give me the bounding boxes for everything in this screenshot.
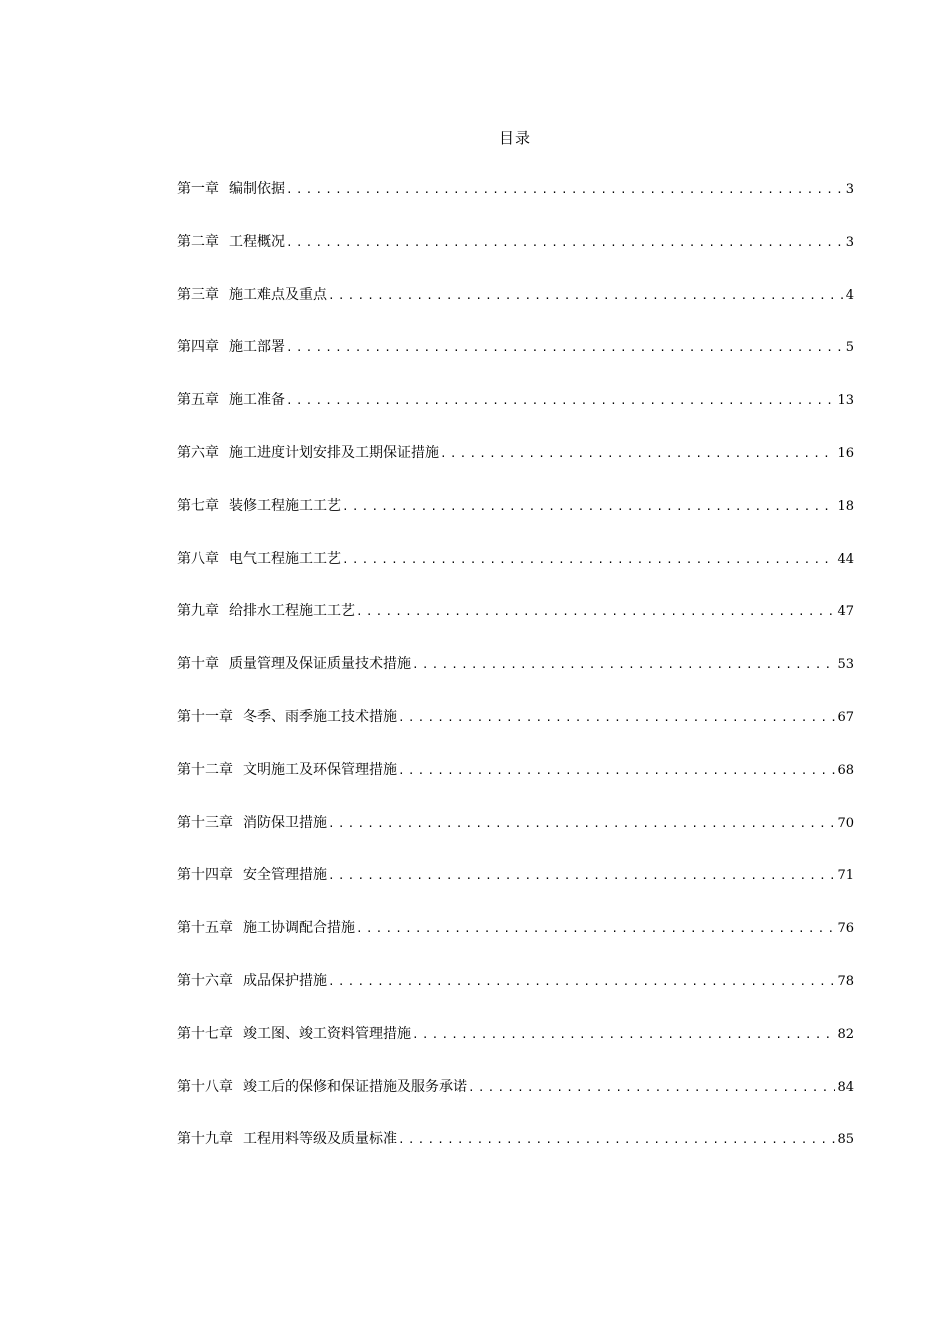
toc-chapter-label: 第六章 — [177, 444, 219, 461]
toc-entry[interactable] — [177, 811, 854, 864]
toc-chapter-label: 第十一章 — [177, 708, 233, 725]
toc-dot-leader — [468, 1076, 835, 1100]
toc-page-number: 16 — [837, 445, 854, 461]
toc-dot-leader — [342, 495, 835, 519]
toc-entry-title: 竣工图、竣工资料管理措施 — [243, 1025, 411, 1042]
toc-entry[interactable] — [177, 758, 854, 811]
toc-page-number: 76 — [837, 921, 854, 937]
toc-entry[interactable] — [177, 916, 854, 969]
toc-entry-title: 施工难点及重点 — [229, 286, 327, 303]
toc-entry-title: 工程概况 — [229, 233, 285, 250]
toc-dot-leader — [412, 1023, 835, 1047]
toc-dot-leader — [440, 442, 835, 466]
toc-dot-leader — [286, 336, 844, 360]
toc-chapter-label: 第八章 — [177, 550, 219, 567]
toc-page-number: 5 — [845, 340, 854, 356]
toc-page-number: 78 — [837, 973, 854, 989]
toc-page-number: 71 — [837, 868, 854, 884]
toc-entry[interactable] — [177, 230, 854, 283]
toc-page-number: 4 — [845, 287, 854, 303]
toc-entry-title: 成品保护措施 — [243, 972, 327, 989]
toc-page-number: 3 — [845, 234, 854, 250]
toc-entry-title: 编制依据 — [229, 181, 285, 197]
toc-chapter-label: 第十三章 — [177, 814, 233, 831]
toc-dot-leader — [328, 970, 835, 994]
toc-entry[interactable] — [177, 705, 854, 758]
toc-chapter-label: 第五章 — [177, 392, 219, 409]
toc-dot-leader — [398, 759, 835, 783]
toc-entry[interactable] — [177, 283, 854, 336]
toc-entry-title: 电气工程施工工艺 — [229, 550, 341, 567]
toc-page-number: 18 — [837, 498, 854, 514]
toc-chapter-label: 第三章 — [177, 286, 219, 303]
toc-entry-title: 装修工程施工工艺 — [229, 497, 341, 514]
toc-dot-leader — [328, 284, 844, 308]
toc-chapter-label: 第四章 — [177, 339, 219, 356]
toc-page-number: 44 — [837, 551, 854, 567]
toc-page-number: 53 — [837, 657, 854, 673]
toc-dot-leader — [398, 1128, 835, 1152]
toc-chapter-label: 第十四章 — [177, 867, 233, 884]
toc-entry-title: 消防保卫措施 — [243, 814, 327, 831]
toc-entry[interactable] — [177, 1127, 854, 1180]
toc-dot-leader — [328, 864, 835, 888]
toc-chapter-label: 第十九章 — [177, 1131, 233, 1148]
toc-dot-leader — [356, 600, 835, 624]
toc-entry-title: 工程用料等级及质量标准 — [243, 1131, 397, 1148]
toc-chapter-label: 第十八章 — [177, 1078, 233, 1095]
toc-chapter-label: 第十二章 — [177, 761, 233, 778]
toc-page-number: 47 — [837, 604, 854, 620]
toc-page-number: 3 — [845, 182, 854, 197]
toc-entry[interactable] — [177, 335, 854, 388]
toc-dot-leader — [328, 812, 835, 836]
toc-dot-leader — [356, 917, 835, 941]
toc-entry-title: 质量管理及保证质量技术措施 — [229, 656, 411, 673]
toc-entry[interactable] — [177, 177, 854, 230]
toc-dot-leader — [286, 389, 835, 413]
toc-chapter-label: 第十七章 — [177, 1025, 233, 1042]
toc-entry[interactable] — [177, 547, 854, 600]
toc-entry[interactable] — [177, 494, 854, 547]
toc-entry-title: 竣工后的保修和保证措施及服务承诺 — [243, 1078, 467, 1095]
toc-entry-title: 安全管理措施 — [243, 867, 327, 884]
toc-page-number: 68 — [837, 762, 854, 778]
toc-dot-leader — [342, 548, 835, 572]
toc-list — [177, 177, 854, 1180]
toc-chapter-label: 第七章 — [177, 497, 219, 514]
toc-dot-leader — [286, 178, 844, 202]
toc-entry-title: 施工部署 — [229, 339, 285, 356]
toc-title: 目录 — [498, 129, 531, 147]
toc-entry-title: 给排水工程施工工艺 — [229, 603, 355, 620]
toc-entry-title: 文明施工及环保管理措施 — [243, 761, 397, 778]
toc-entry-title: 施工进度计划安排及工期保证措施 — [229, 444, 439, 461]
toc-entry[interactable] — [177, 969, 854, 1022]
toc-entry-title: 施工准备 — [229, 392, 285, 409]
toc-entry[interactable] — [177, 863, 854, 916]
toc-entry-title: 冬季、雨季施工技术措施 — [243, 708, 397, 725]
toc-entry-title: 施工协调配合措施 — [243, 920, 355, 937]
toc-chapter-label: 第十五章 — [177, 920, 233, 937]
toc-entry[interactable] — [177, 388, 854, 441]
toc-chapter-label: 第十六章 — [177, 972, 233, 989]
toc-chapter-label: 第一章 — [177, 181, 219, 197]
toc-page-number: 70 — [837, 815, 854, 831]
toc-chapter-label: 第九章 — [177, 603, 219, 620]
toc-dot-leader — [286, 231, 844, 255]
toc-page-number: 67 — [837, 709, 854, 725]
toc-dot-leader — [398, 706, 835, 730]
toc-entry[interactable] — [177, 441, 854, 494]
toc-page-number: 84 — [837, 1079, 854, 1095]
toc-dot-leader — [412, 653, 835, 677]
toc-entry[interactable] — [177, 1075, 854, 1128]
toc-page-number: 13 — [837, 393, 854, 409]
toc-page-number: 85 — [837, 1132, 854, 1148]
toc-chapter-label: 第十章 — [177, 656, 219, 673]
toc-entry[interactable] — [177, 652, 854, 705]
toc-chapter-label: 第二章 — [177, 233, 219, 250]
toc-page-number: 82 — [837, 1026, 854, 1042]
toc-entry[interactable] — [177, 599, 854, 652]
toc-entry[interactable] — [177, 1022, 854, 1075]
